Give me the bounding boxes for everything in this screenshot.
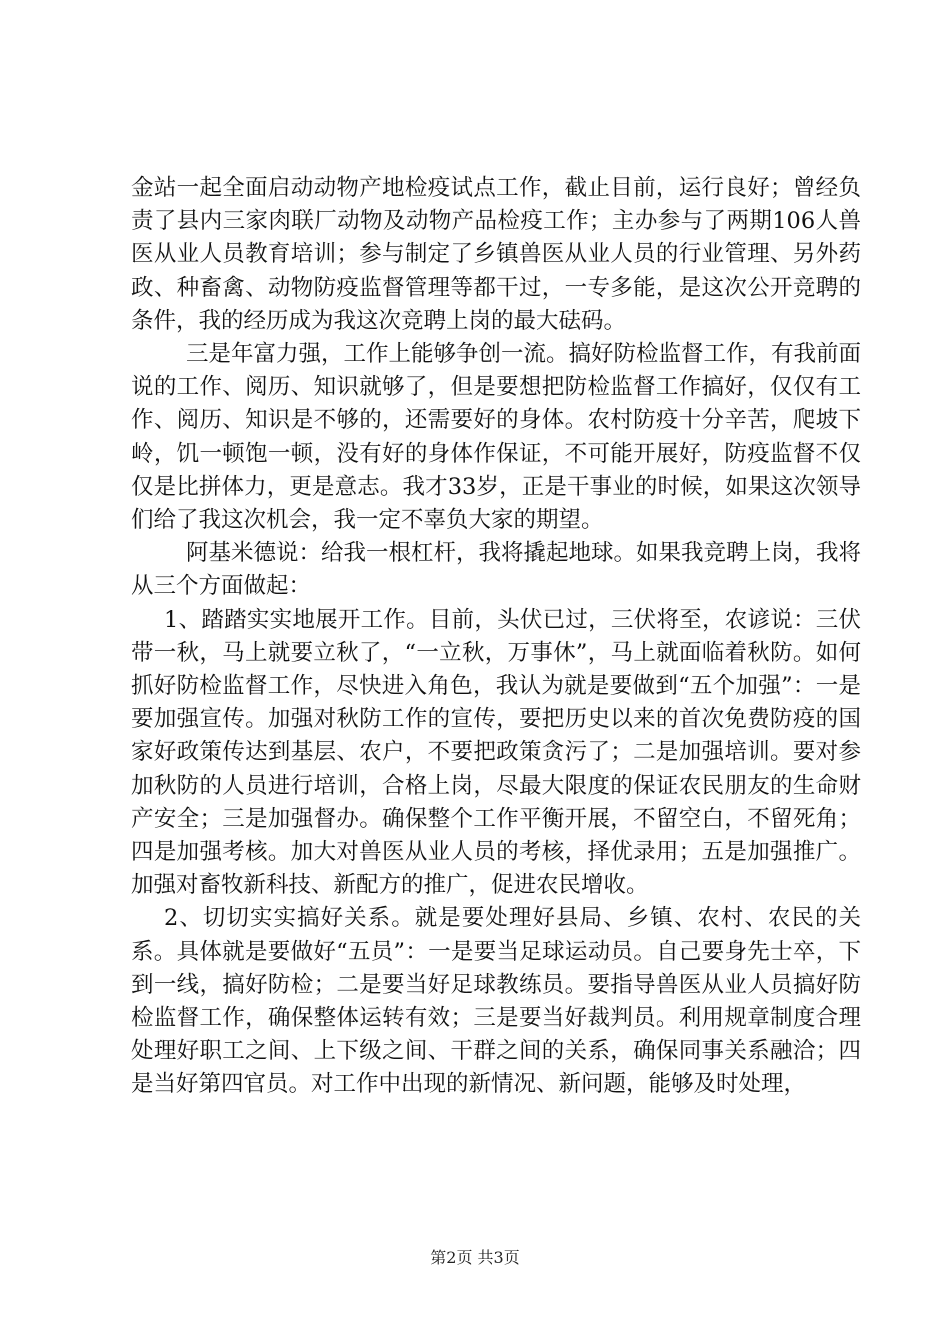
paragraph-item-two: 2、切切实实搞好关系。就是要处理好县局、乡镇、农村、农民的关系。具体就是要做好“五员”：一是要当足球运动员。自己要身先士卒，下到一线，搞好防检；二是要当好足球教练员。要指导兽医从业人员搞好防检监督工作，确保整体运转有效；三是要当好裁判员。利用规章制度合理处理好职工之间、上下级之间、干群之间的关系，确保同事关系融洽；四是当好第四官员。对工作中出现的新情况、新问题，能够及时处理， <box>131 905 861 1098</box>
paragraph-point-three: 三是年富力强，工作上能够争创一流。搞好防检监督工作，有我前面说的工作、阅历、知识就够了，但是要想把防检监督工作搞好，仅仅有工作、阅历、知识是不够的，还需要好的身体。农村防疫十分辛苦，爬坡下岭，饥一顿饱一顿，没有好的身体作保证，不可能开展好，防疫监督不仅仅是比拼体力，更是意志。我才33岁，正是干事业的时候，如果这次领导们给了我这次机会，我一定不辜负大家的期望。 <box>131 341 862 534</box>
page-footer: 第2页 共3页 <box>430 1248 520 1267</box>
paragraph-item-one: 1、踏踏实实地展开工作。目前，头伏已过，三伏将至，农谚说：三伏带一秋，马上就要立秋了，“一立秋，万事休”，马上就面临着秋防。如何抓好防检监督工作，尽快进入角色，我认为就是要做到“五个加强”：一是要加强宣传。加强对秋防工作的宣传，要把历史以来的首次免费防疫的国家好政策传达到基层、农户，不要把政策贪污了；二是加强培训。要对参加秋防的人员进行培训，合格上岗，尽最大限度的保证农民朋友的生命财产安全；三是加强督办。确保整个工作平衡开展，不留空白，不留死角；四是加强考核。加大对兽医从业人员的考核，择优录用；五是加强推广。加强对畜牧新科技、新配方的推广，促进农民增收。 <box>131 606 861 899</box>
paragraph-archimedes: 阿基米德说：给我一根杠杆，我将撬起地球。如果我竞聘上岗，我将从三个方面做起： <box>131 540 862 600</box>
paragraph-continuation: 金站一起全面启动动物产地检疫试点工作，截止目前，运行良好；曾经负责了县内三家肉联厂动物及动物产品检疫工作；主办参与了两期106人兽医从业人员教育培训；参与制定了乡镇兽医从业人员的行业管理、另外药政、种畜禽、动物防疫监督管理等都干过，一专多能，是这次公开竞聘的条件，我的经历成为我这次竞聘上岗的最大砝码。 <box>131 175 861 334</box>
document-body <box>131 172 861 1102</box>
